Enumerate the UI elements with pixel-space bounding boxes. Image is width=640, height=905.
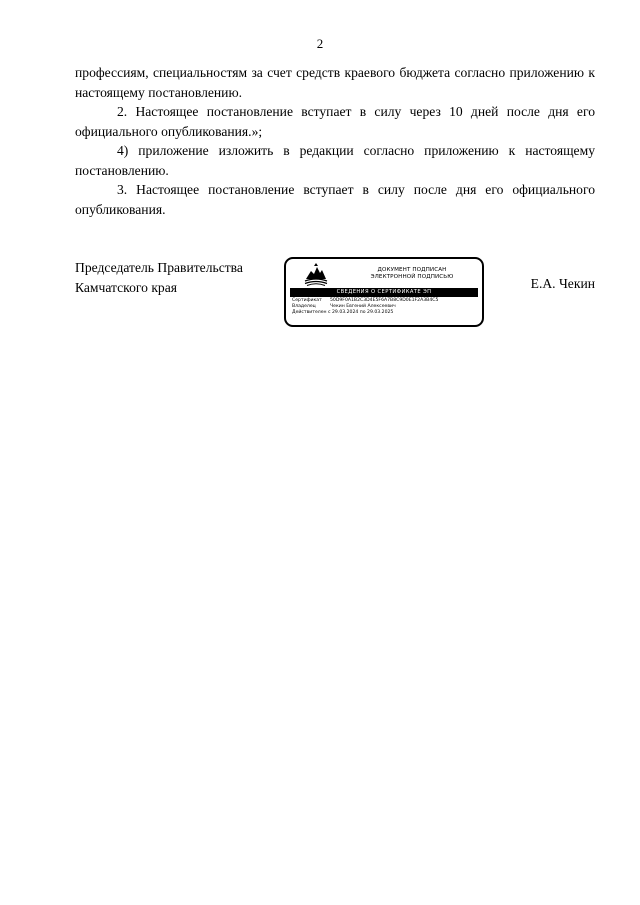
stamp-certificate-value: 50D9F0A1B2C3D4E5F6A7B8C9D0E1F2A3B4C5 [330, 298, 439, 303]
stamp-title-line: ЭЛЕКТРОННОЙ ПОДПИСЬЮ [370, 274, 454, 280]
signatory-position-line: Председатель Правительства [75, 260, 243, 275]
signatory-position-line: Камчатского края [75, 279, 178, 295]
paragraph: 4) приложение изложить в редакции согласно приложению к настоящему постановлению. [75, 143, 595, 178]
stamp-validity: Действителен с 29.03.2024 по 29.03.2025 [292, 310, 394, 315]
signatory-name: Е.А. Чекин [530, 276, 595, 291]
paragraph: 2. Настоящее постановление вступает в силу через 10 дней после дня его официального опубликования.»; [75, 104, 595, 139]
stamp-owner-value: Чекин Евгений Алексеевич [330, 304, 396, 309]
stamp-title-line: ДОКУМЕНТ ПОДПИСАН [377, 267, 447, 273]
page-number: 2 [316, 36, 324, 51]
paragraph: профессиям, специальностям за счет средств краевого бюджета согласно приложению к настоящему постановлению. [75, 65, 595, 100]
paragraph: 3. Настоящее постановление вступает в силу после дня его официального опубликования. [75, 182, 595, 217]
coat-of-arms-icon [303, 262, 329, 286]
stamp-certificate-label: Сертификат [292, 298, 322, 303]
stamp-title [342, 267, 482, 281]
stamp-band: СВЕДЕНИЯ О СЕРТИФИКАТЕ ЭП [290, 288, 478, 297]
stamp-owner-label: Владелец [292, 304, 316, 309]
signatory-position [75, 258, 243, 297]
electronic-signature-stamp [284, 257, 484, 327]
document-body [75, 63, 595, 219]
